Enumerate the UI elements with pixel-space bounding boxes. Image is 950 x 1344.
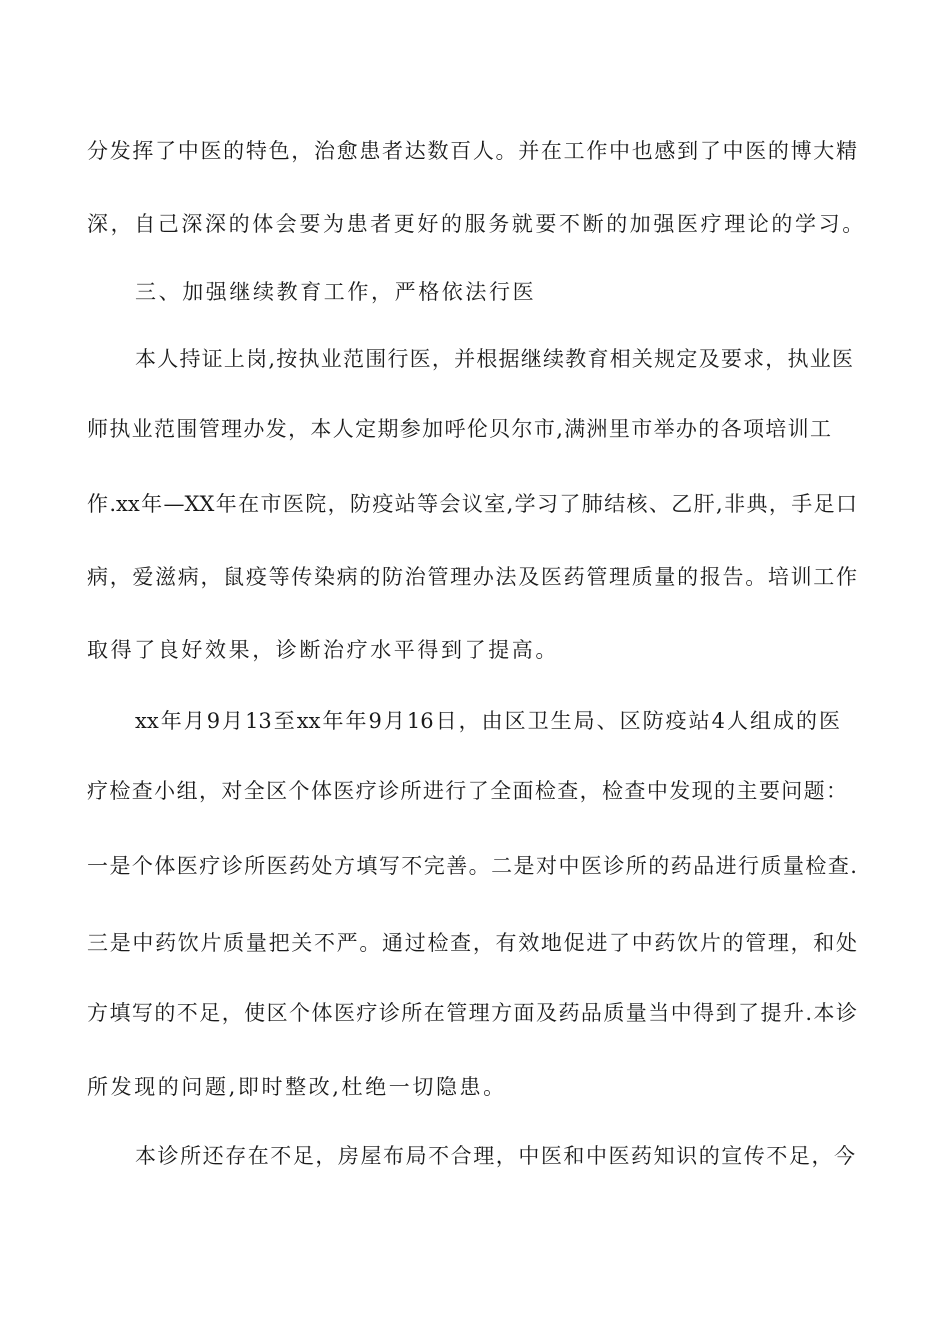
text-line: 病，爱滋病，鼠疫等传染病的防治管理办法及医药管理质量的报告。培训工作 xyxy=(87,565,857,589)
text-line: 本人持证上岗,按执业范围行医，并根据继续教育相关规定及要求，执业医 xyxy=(135,347,853,371)
text-line: 三是中药饮片质量把关不严。通过检查，有效地促进了中药饮片的管理，和处 xyxy=(87,931,857,955)
text-line: 作.xx年—XX年在市医院，防疫站等会议室,学习了肺结核、乙肝,非典，手足口 xyxy=(87,492,857,516)
text-line: 一是个体医疗诊所医药处方填写不完善。二是对中医诊所的药品进行质量检查. xyxy=(87,854,857,878)
text-line: 所发现的问题,即时整改,杜绝一切隐患。 xyxy=(87,1075,507,1099)
text-line: 疗检查小组，对全区个体医疗诊所进行了全面检查，检查中发现的主要问题： xyxy=(87,779,847,803)
text-line: 方填写的不足，使区个体医疗诊所在管理方面及药品质量当中得到了提升.本诊 xyxy=(87,1001,857,1025)
text-line: xx年月9月13至xx年年9月16日，由区卫生局、区防疫站4人组成的医 xyxy=(135,709,840,733)
text-line: 取得了良好效果，诊断治疗水平得到了提高。 xyxy=(87,638,559,662)
text-line: 本诊所还存在不足，房屋布局不合理，中医和中医药知识的宣传不足，今 xyxy=(135,1144,855,1168)
section-heading: 三、加强继续教育工作，严格依法行医 xyxy=(135,280,537,304)
text-line: 深，自己深深的体会要为患者更好的服务就要不断的加强医疗理论的学习。 xyxy=(87,212,866,236)
text-line: 师执业范围管理办发，本人定期参加呼伦贝尔市,满洲里市举办的各项培训工 xyxy=(87,417,831,441)
text-line: 分发挥了中医的特色，治愈患者达数百人。并在工作中也感到了中医的博大精 xyxy=(87,139,857,163)
